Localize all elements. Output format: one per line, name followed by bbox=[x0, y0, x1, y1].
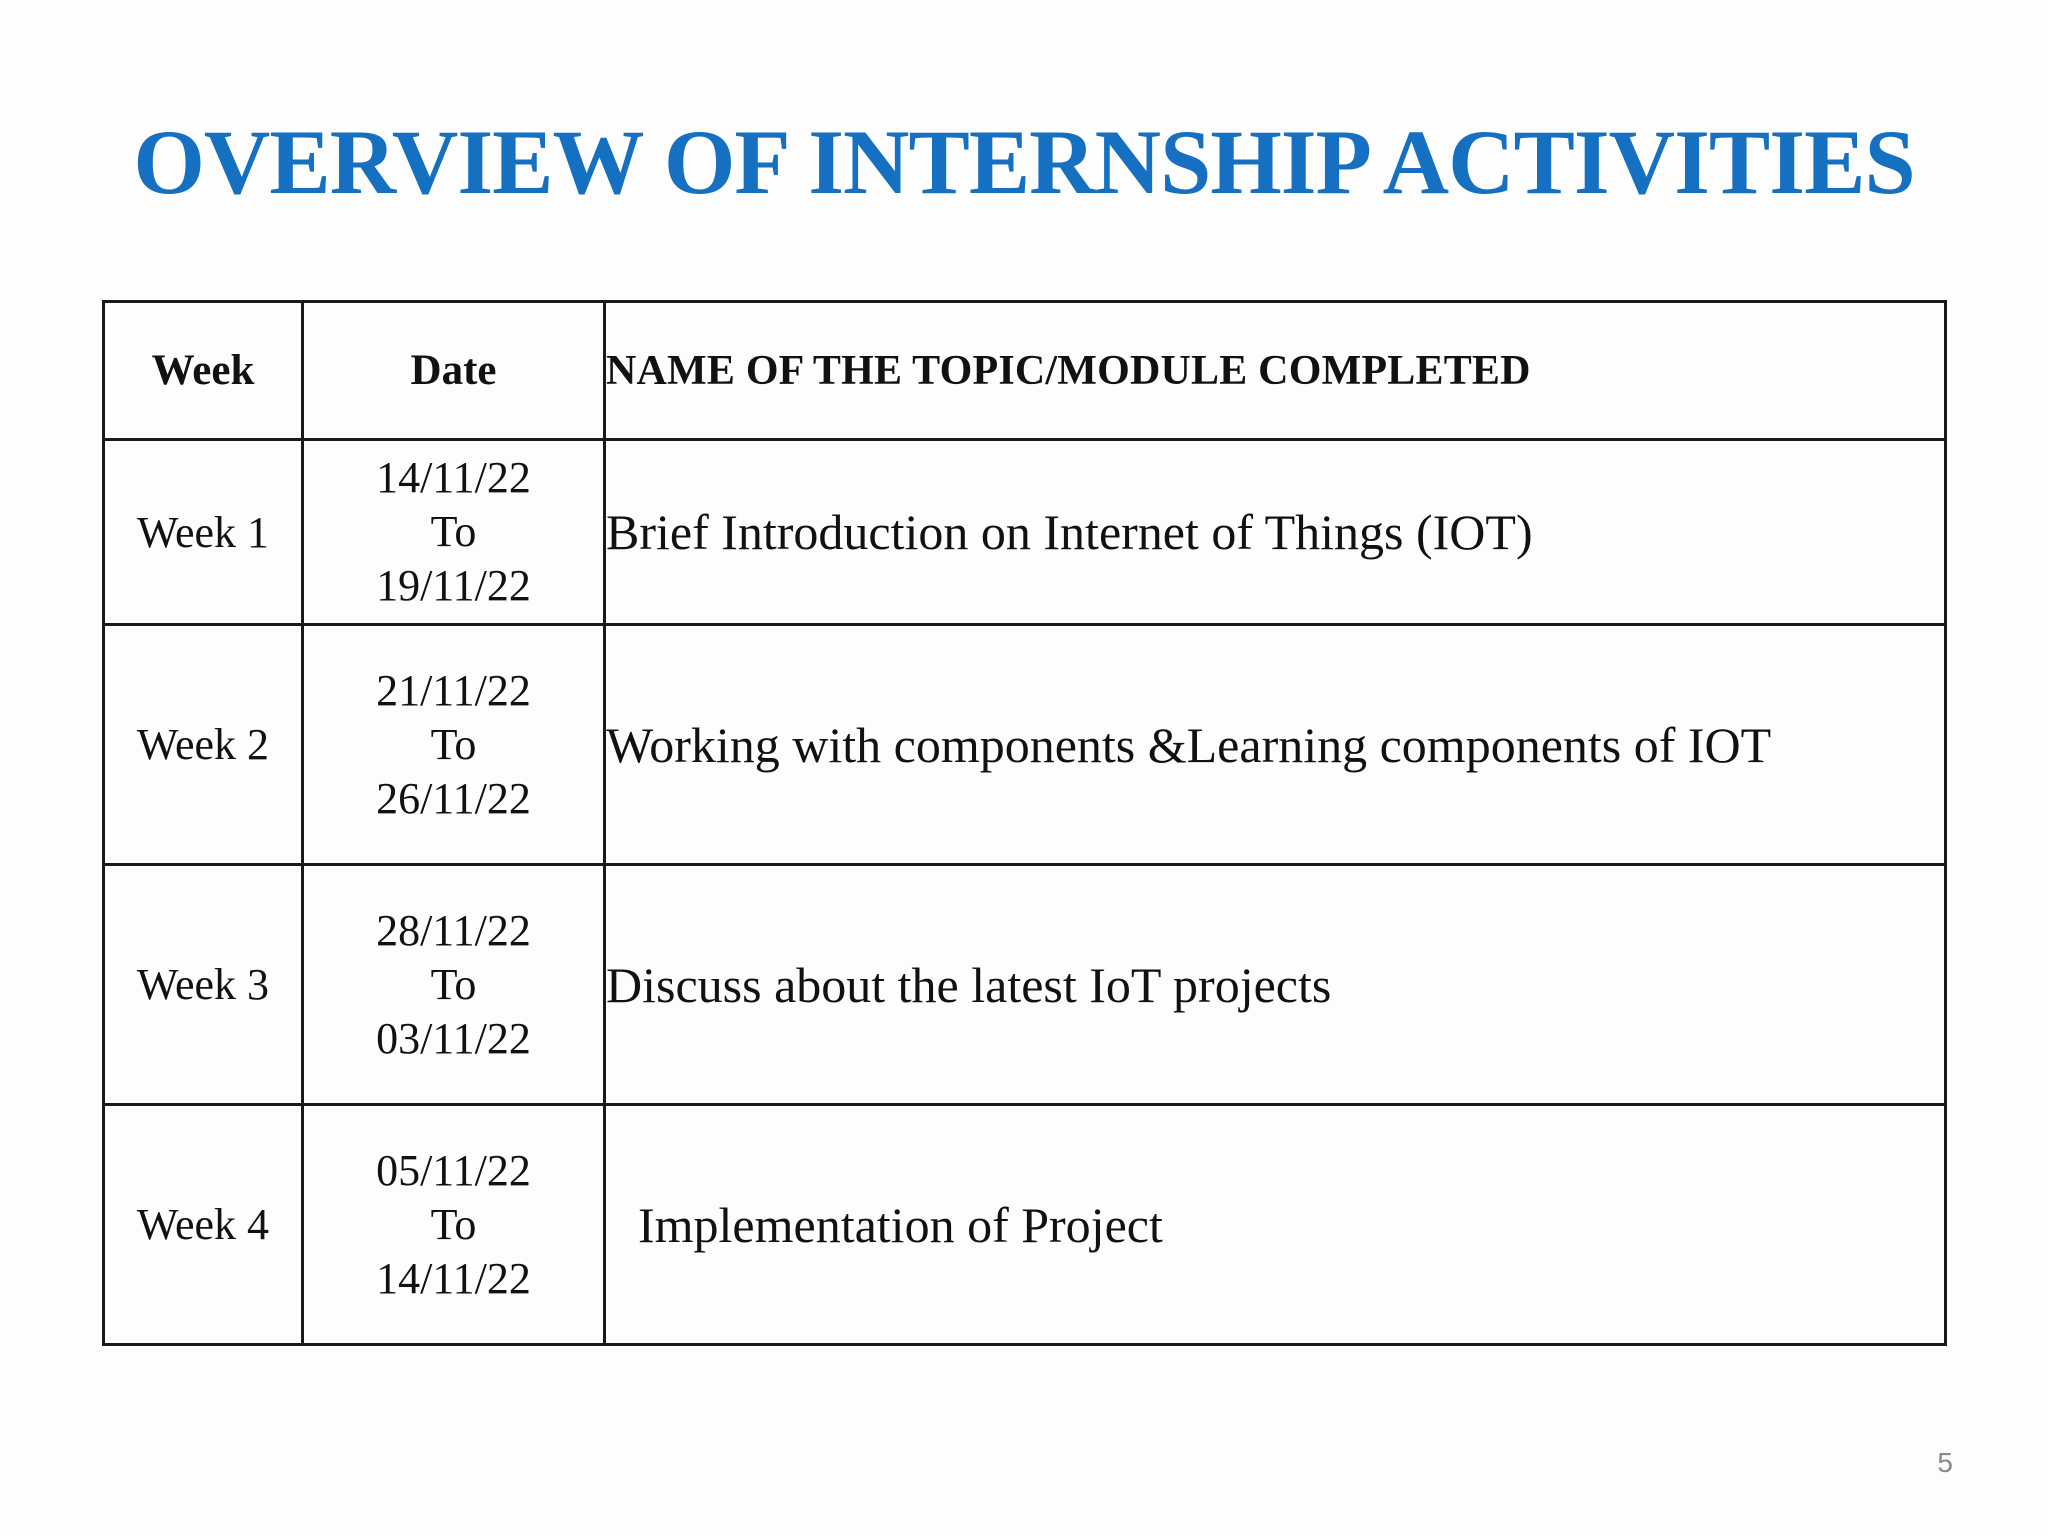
date-separator: To bbox=[430, 719, 477, 769]
topic-cell: Brief Introduction on Internet of Things (IOT) bbox=[605, 440, 1946, 625]
week-cell: Week 3 bbox=[104, 865, 303, 1105]
date-from: 14/11/22 bbox=[376, 453, 531, 502]
date-to: 03/11/22 bbox=[376, 1013, 531, 1063]
date-from: 21/11/22 bbox=[376, 665, 531, 715]
date-separator: To bbox=[430, 507, 477, 556]
table-row bbox=[104, 1105, 1946, 1345]
date-cell bbox=[303, 440, 605, 625]
date-cell bbox=[303, 625, 605, 865]
week-cell: Week 4 bbox=[104, 1105, 303, 1345]
header-topic: NAME OF THE TOPIC/MODULE COMPLETED bbox=[605, 302, 1946, 440]
activities-table bbox=[102, 300, 1947, 1346]
date-to: 19/11/22 bbox=[376, 561, 531, 610]
header-date: Date bbox=[303, 302, 605, 440]
slide-title: OVERVIEW OF INTERNSHIP ACTIVITIES bbox=[133, 111, 1915, 213]
table-row bbox=[104, 440, 1946, 625]
date-to: 14/11/22 bbox=[376, 1253, 531, 1303]
table-row bbox=[104, 865, 1946, 1105]
date-from: 05/11/22 bbox=[376, 1145, 531, 1195]
topic-cell: Discuss about the latest IoT projects bbox=[605, 865, 1946, 1105]
table-row bbox=[104, 625, 1946, 865]
week-cell: Week 1 bbox=[104, 440, 303, 625]
topic-cell: Working with components &Learning components of IOT bbox=[605, 625, 1946, 865]
date-separator: To bbox=[430, 959, 477, 1009]
header-week: Week bbox=[104, 302, 303, 440]
table-header-row bbox=[104, 302, 1946, 440]
week-cell: Week 2 bbox=[104, 625, 303, 865]
date-from: 28/11/22 bbox=[376, 905, 531, 955]
date-cell bbox=[303, 1105, 605, 1345]
date-cell bbox=[303, 865, 605, 1105]
topic-cell: Implementation of Project bbox=[605, 1105, 1946, 1345]
date-separator: To bbox=[430, 1199, 477, 1249]
page-number: 5 bbox=[1937, 1447, 1953, 1478]
date-to: 26/11/22 bbox=[376, 773, 531, 823]
